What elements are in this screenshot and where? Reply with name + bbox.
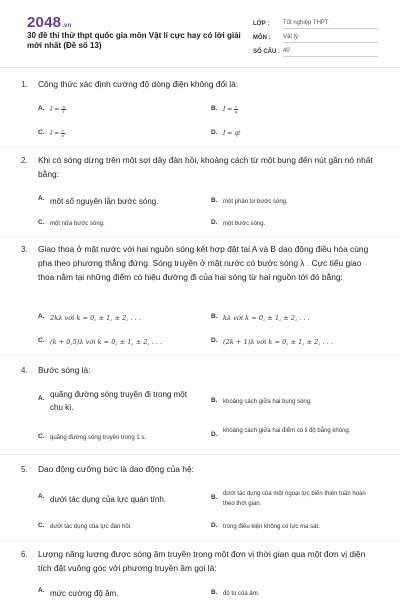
option-letter: D. [211,431,218,438]
option-text: một nửa bước sóng. [50,221,105,227]
question-number: 6. [21,550,28,559]
option-c[interactable] [38,219,105,229]
option-text: dưới tác dụng của lực quán tính. [50,495,167,504]
question-text: Khi có sóng dừng trên một sợi dây đàn hồi, khoảng cách từ một bụng đến nút gần nó nhất bằng: [38,155,373,179]
option-letter: B. [211,494,218,501]
option-letter: A. [38,105,45,112]
meta-row-class [253,15,378,29]
question-number: 4. [21,366,28,375]
option-letter: B. [211,313,218,320]
option-b[interactable] [211,313,310,323]
question-text: Bước sóng là: [38,365,91,375]
header-divider [0,67,400,68]
option-text: 2kλ với k = 0, ± 1, ± 2, . . . [50,314,141,322]
option-text: khoảng cách giữa hai điểm có li độ bằng không. [223,428,351,434]
option-d[interactable] [211,522,320,532]
formula-lhs: I = [223,106,233,113]
option-b[interactable] [211,589,259,599]
fraction-denominator: q [234,109,238,114]
option-text: khoảng cách giữa hai bụng sóng. [223,399,312,405]
option-text: quãng đường sóng truyền trong 1 s. [50,435,147,441]
logo-suffix: .vn [62,23,72,29]
option-text: kλ với k = 0, ± 1, ± 2, . . . [223,314,310,322]
question-number: 1. [21,80,28,89]
fraction-denominator: t [62,109,65,114]
option-b[interactable] [211,197,288,207]
question-number: 5. [21,465,28,474]
question-divider [0,540,400,541]
option-text: trong điều kiện không có lực ma sát. [223,524,320,530]
option-letter: A. [38,313,45,320]
option-letter: A. [38,493,45,500]
option-letter: B. [211,397,218,404]
option-c[interactable] [38,337,162,347]
option-c[interactable] [38,433,146,443]
option-text: dưới tác dụng của một ngoại lực biến thiên tuần hoàn theo thời gian. [223,491,366,507]
option-letter: D. [211,337,218,344]
fraction-numerator: t [62,128,64,133]
option-c[interactable] [38,129,65,138]
option-letter: B. [211,105,218,112]
option-letter: C. [38,337,45,344]
option-a[interactable] [38,195,158,208]
fraction-numerator: q [62,104,65,109]
option-a[interactable] [38,587,118,600]
formula-fraction [234,105,238,114]
option-text: quãng đường sóng truyền đi trong một chu kì. [50,390,187,412]
meta-row-count [253,43,378,57]
meta-value: 40 [283,48,378,57]
document-header [0,0,400,64]
option-letter: A. [38,395,45,402]
meta-row-subject [253,29,378,43]
option-b[interactable] [211,489,371,509]
option-letter: D. [211,522,218,529]
meta-label: SỐ CÂU : [253,49,280,55]
option-letter: C. [38,433,45,440]
option-letter: B. [211,197,218,204]
option-letter: C. [38,219,45,226]
option-b[interactable] [211,105,238,114]
option-text: một phần tư bước sóng. [223,199,288,205]
option-d[interactable] [211,426,361,438]
option-text: (2k + 1)λ với k = 0, ± 1, ± 2, . . . [223,338,334,346]
option-b[interactable] [211,397,312,407]
option-d[interactable] [211,219,265,229]
meta-label: MÔN : [253,35,271,41]
question-number: 2. [21,156,28,165]
fraction-numerator: t [235,104,237,109]
question-divider [0,454,400,455]
option-text: (k + 0,5)λ với k = 0, ± 1, ± 2, . . . [50,338,163,346]
option-text: một số nguyên lần bước sóng. [50,197,159,206]
meta-label: LỚP : [253,21,270,27]
option-a[interactable] [38,493,166,506]
formula-lhs: I = [50,130,60,137]
question-number: 3. [21,245,28,254]
option-a[interactable] [38,105,66,114]
option-text: mức cường độ âm. [50,589,119,598]
option-letter: B. [211,589,218,596]
question-text: Giao thoa ở mặt nước với hai nguồn sóng kết hợp đặt tại A và B dao động điều hòa cùng pha theo phương thẳng đứng. Sóng truyền ở mặt nước có bước sóng λ . Cực tiểu giao thoa nằm tại những điểm có hiệu đường đi của hai sóng từ hai nguồn tới đó bằng: [38,244,369,282]
question-divider [0,236,400,237]
question-divider [0,355,400,356]
option-d[interactable] [211,337,333,347]
document-title: 30 đề thi thử thpt quốc gia môn Vật lí cực hay có lời giải mới nhất (Đề số 13) [27,31,241,50]
option-text: độ to của âm. [223,591,260,597]
option-letter: A. [38,587,45,594]
meta-value: Vật lý [283,34,378,43]
option-letter: D. [211,219,218,226]
option-letter: A. [38,195,45,202]
option-text: I = qt [223,130,241,137]
option-a[interactable] [38,388,198,414]
formula-fraction [61,105,66,114]
formula-fraction [61,129,65,138]
question-divider [0,147,400,148]
fraction-denominator: e [61,133,65,138]
option-letter: C. [38,522,45,529]
option-a[interactable] [38,313,141,323]
option-letter: C. [38,129,45,136]
question-text: Công thức xác định cường độ dòng điện không đổi là: [38,79,239,89]
formula-lhs: I = [50,106,60,113]
question-text: Lượng năng lượng được sóng âm truyền trong một đơn vị thời gian qua một đơn vị diện tích đặt vuông góc với phương truyền âm gọi là: [38,549,366,573]
site-logo[interactable] [27,14,71,31]
document-meta [253,15,378,57]
option-text: dưới tác dụng của lực đàn hồi. [50,524,132,530]
meta-value: Tốt nghiệp THPT [283,20,378,29]
question-text: Dao động cưỡng bức là dao động của hệ: [38,464,194,474]
logo-text: 2048 [27,14,62,31]
option-text: một bước sóng. [223,221,266,227]
option-letter: D. [211,129,218,136]
option-d[interactable] [211,129,240,139]
option-c[interactable] [38,522,132,532]
